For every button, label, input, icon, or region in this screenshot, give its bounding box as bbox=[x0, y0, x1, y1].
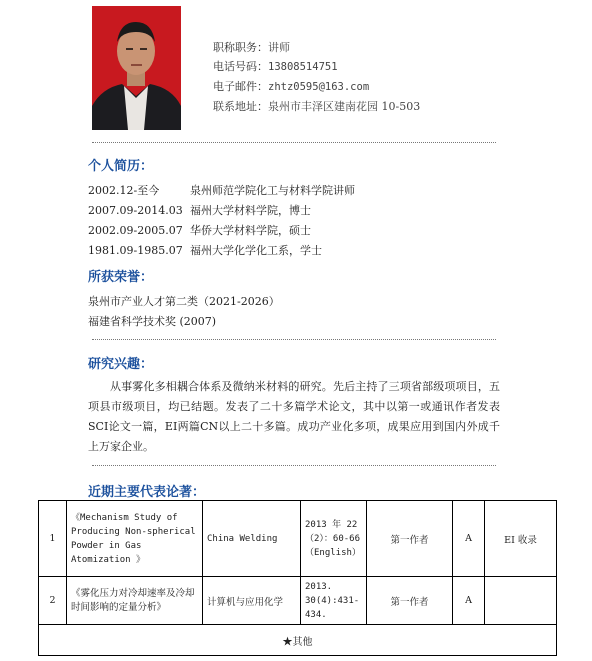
pub-index bbox=[485, 577, 557, 625]
phone-value: 13808514751 bbox=[268, 61, 338, 73]
publications-table bbox=[38, 500, 557, 656]
education-date: 1981.09-1985.07 bbox=[88, 244, 183, 257]
pub-info: 2013. 30(4):431-434. bbox=[301, 577, 367, 625]
table-row bbox=[39, 501, 557, 577]
other-label: ★其他 bbox=[39, 625, 557, 656]
pub-level: A bbox=[453, 501, 485, 577]
contact-title-row bbox=[213, 38, 420, 57]
email-value[interactable]: zhtz0595@163.com bbox=[268, 81, 370, 93]
education-date: 2002.12-至今 bbox=[88, 184, 160, 197]
pub-no: 1 bbox=[39, 501, 67, 577]
divider bbox=[92, 339, 496, 340]
education-desc: 福州大学材料学院，博士 bbox=[190, 204, 311, 217]
section-title-research: 研究兴趣： bbox=[88, 357, 154, 372]
table-row bbox=[39, 577, 557, 625]
pub-index: EI 收录 bbox=[485, 501, 557, 577]
phone-label: 电话号码： bbox=[213, 60, 268, 73]
education-date: 2002.09-2005.07 bbox=[88, 224, 183, 237]
section-title-profile: 个人简历： bbox=[88, 159, 154, 174]
address-label: 联系地址： bbox=[213, 100, 268, 113]
pub-title: 《Mechanism Study of Producing Non-spherical Powder in Gas Atomization 》 bbox=[67, 501, 203, 577]
contact-phone-row bbox=[213, 57, 420, 77]
pub-info: 2013 年 22 （2）：60-66 （English） bbox=[301, 501, 367, 577]
divider bbox=[92, 142, 496, 143]
profile-photo bbox=[92, 6, 181, 130]
education-date: 2007.09-2014.03 bbox=[88, 204, 183, 217]
education-item bbox=[88, 181, 355, 201]
pub-level: A bbox=[453, 577, 485, 625]
pub-journal: China Welding bbox=[203, 501, 301, 577]
education-item bbox=[88, 221, 355, 241]
address-value: 泉州市丰泽区建南花园 10-503 bbox=[268, 100, 421, 113]
honor-item: 福建省科学技术奖 (2007) bbox=[88, 315, 217, 328]
education-desc: 华侨大学材料学院，硕士 bbox=[190, 224, 311, 237]
contact-address-row bbox=[213, 97, 420, 116]
pub-author-role: 第一作者 bbox=[367, 501, 453, 577]
research-paragraph: 从事雾化多相耦合体系及微纳米材料的研究。先后主持了三项省部级项项目，五项县市级项目，均已结题。发表了二十多篇学术论文，其中以第一或通讯作者发表SCI论文一篇，EI两篇CN以上二十多篇。成功产业化多项，成果应用到国内外成千上万家企业。 bbox=[88, 380, 500, 453]
contact-info bbox=[213, 38, 420, 116]
pub-title: 《雾化压力对冷却速率及冷却时间影响的定量分析》 bbox=[67, 577, 203, 625]
education-desc: 福州大学化学化工系，学士 bbox=[190, 244, 322, 257]
education-item bbox=[88, 201, 355, 221]
education-desc: 泉州师范学院化工与材料学院讲师 bbox=[190, 184, 355, 197]
pub-no: 2 bbox=[39, 577, 67, 625]
title-value: 讲师 bbox=[268, 41, 290, 54]
divider bbox=[92, 465, 496, 466]
contact-email-row bbox=[213, 77, 420, 97]
section-title-honors: 所获荣誉： bbox=[88, 270, 154, 285]
section-title-publications: 近期主要代表论著： bbox=[88, 485, 206, 500]
honors-list bbox=[88, 292, 280, 332]
honor-item: 泉州市产业人才第二类（2021-2026） bbox=[88, 295, 280, 308]
table-row bbox=[39, 625, 557, 656]
pub-author-role: 第一作者 bbox=[367, 577, 453, 625]
title-label: 职称职务： bbox=[213, 41, 268, 54]
education-item bbox=[88, 241, 355, 261]
education-list bbox=[88, 181, 355, 261]
pub-journal: 计算机与应用化学 bbox=[203, 577, 301, 625]
email-label: 电子邮件： bbox=[213, 80, 268, 93]
